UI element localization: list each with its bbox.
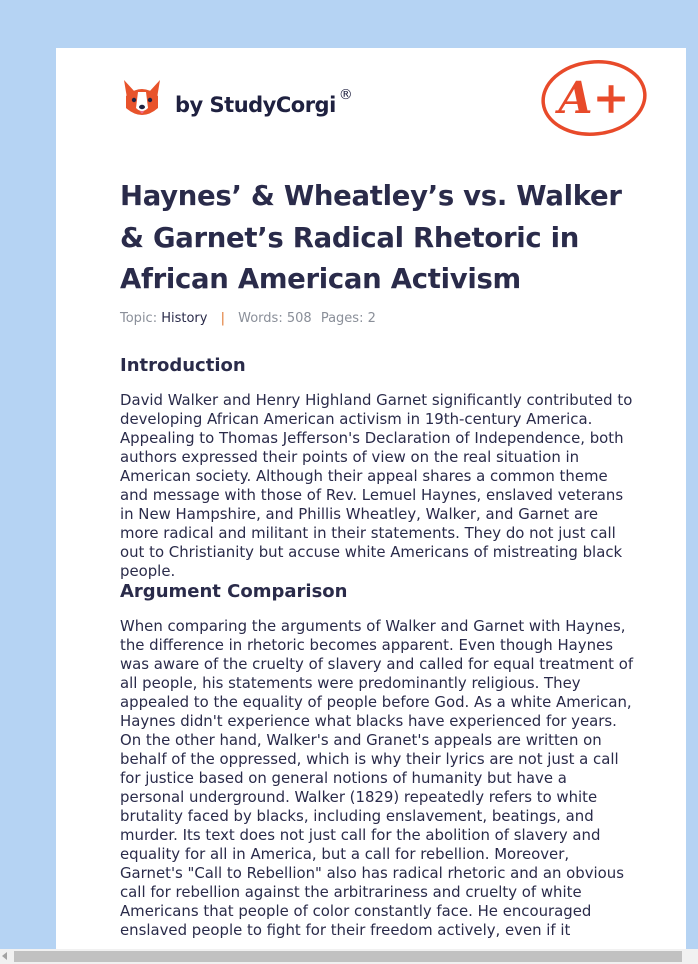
topic-link[interactable]: History — [161, 311, 208, 326]
words-label: Words: — [238, 311, 283, 326]
studycorgi-logo[interactable] — [122, 76, 352, 124]
meta-separator: | — [220, 311, 225, 326]
corgi-logo-icon — [122, 78, 162, 122]
scroll-left-arrow-icon[interactable] — [2, 952, 7, 960]
scrollbar-thumb[interactable] — [14, 951, 682, 962]
grade-text: A+ — [558, 73, 630, 124]
topic-label: Topic: — [120, 311, 158, 326]
pages-count: 2 — [367, 311, 376, 326]
article-title: Haynes’ & Wheatley’s vs. Walker & Garnet’s Radical Rhetoric in African American Activism — [120, 180, 622, 295]
section-heading-argument-comparison: Argument Comparison — [120, 581, 348, 602]
brand-name: by StudyCorgi ® — [175, 87, 353, 117]
section-heading-introduction: Introduction — [120, 355, 246, 376]
pages-label: Pages: — [320, 311, 364, 326]
section-body-argument-comparison: When comparing the arguments of Walker and Garnet with Haynes, the difference in rhetoric becomes apparent. Even though Haynes was aware of the cruelty of slavery and called for equal treatment of all people, his statements were predominantly religious. They appealed to the equality of people before God. As a white American, Haynes didn't experience what blacks have experienced for years. On the other hand, Walker's and Granet's appeals are written on behalf of the oppressed, which is why their lyrics are not just a call for justice based on general notions of humanity but have a personal underground. Walker (1829) repeatedly refers to white brutality faced by blacks, including enslavement, beatings, and murder. Its text does not just call for the abolition of slavery and equality for all in America, but a call for rebellion. Moreover, Garnet's "Call to Rebellion" also has radical rhetoric and an obvious call for rebellion against the arbitrariness and cruelty of white Americans that people of color constantly face. He encouraged enslaved people to fight for their freedom actively, even if it — [120, 617, 634, 939]
registered-mark: ® — [338, 87, 353, 103]
document-page — [56, 48, 686, 949]
article-meta — [120, 311, 376, 326]
section-body-introduction: David Walker and Henry Highland Garnet significantly contributed to developing African American activism in 19th-century America. Appealing to Thomas Jefferson's Declaration of Independence, both authors expressed their points of view on the real situation in American society. Although their appeal shares a common theme and message with those of Rev. Lemuel Haynes, enslaved veterans in New Hampshire, and Phillis Wheatley, Walker, and Garnet are more radical and militant in their statements. They do not just call out to Christianity but accuse white Americans of mistreating black people. — [120, 391, 633, 580]
words-count: 508 — [286, 311, 312, 326]
horizontal-scrollbar[interactable] — [0, 949, 698, 964]
a-plus-grade-badge — [538, 58, 650, 140]
